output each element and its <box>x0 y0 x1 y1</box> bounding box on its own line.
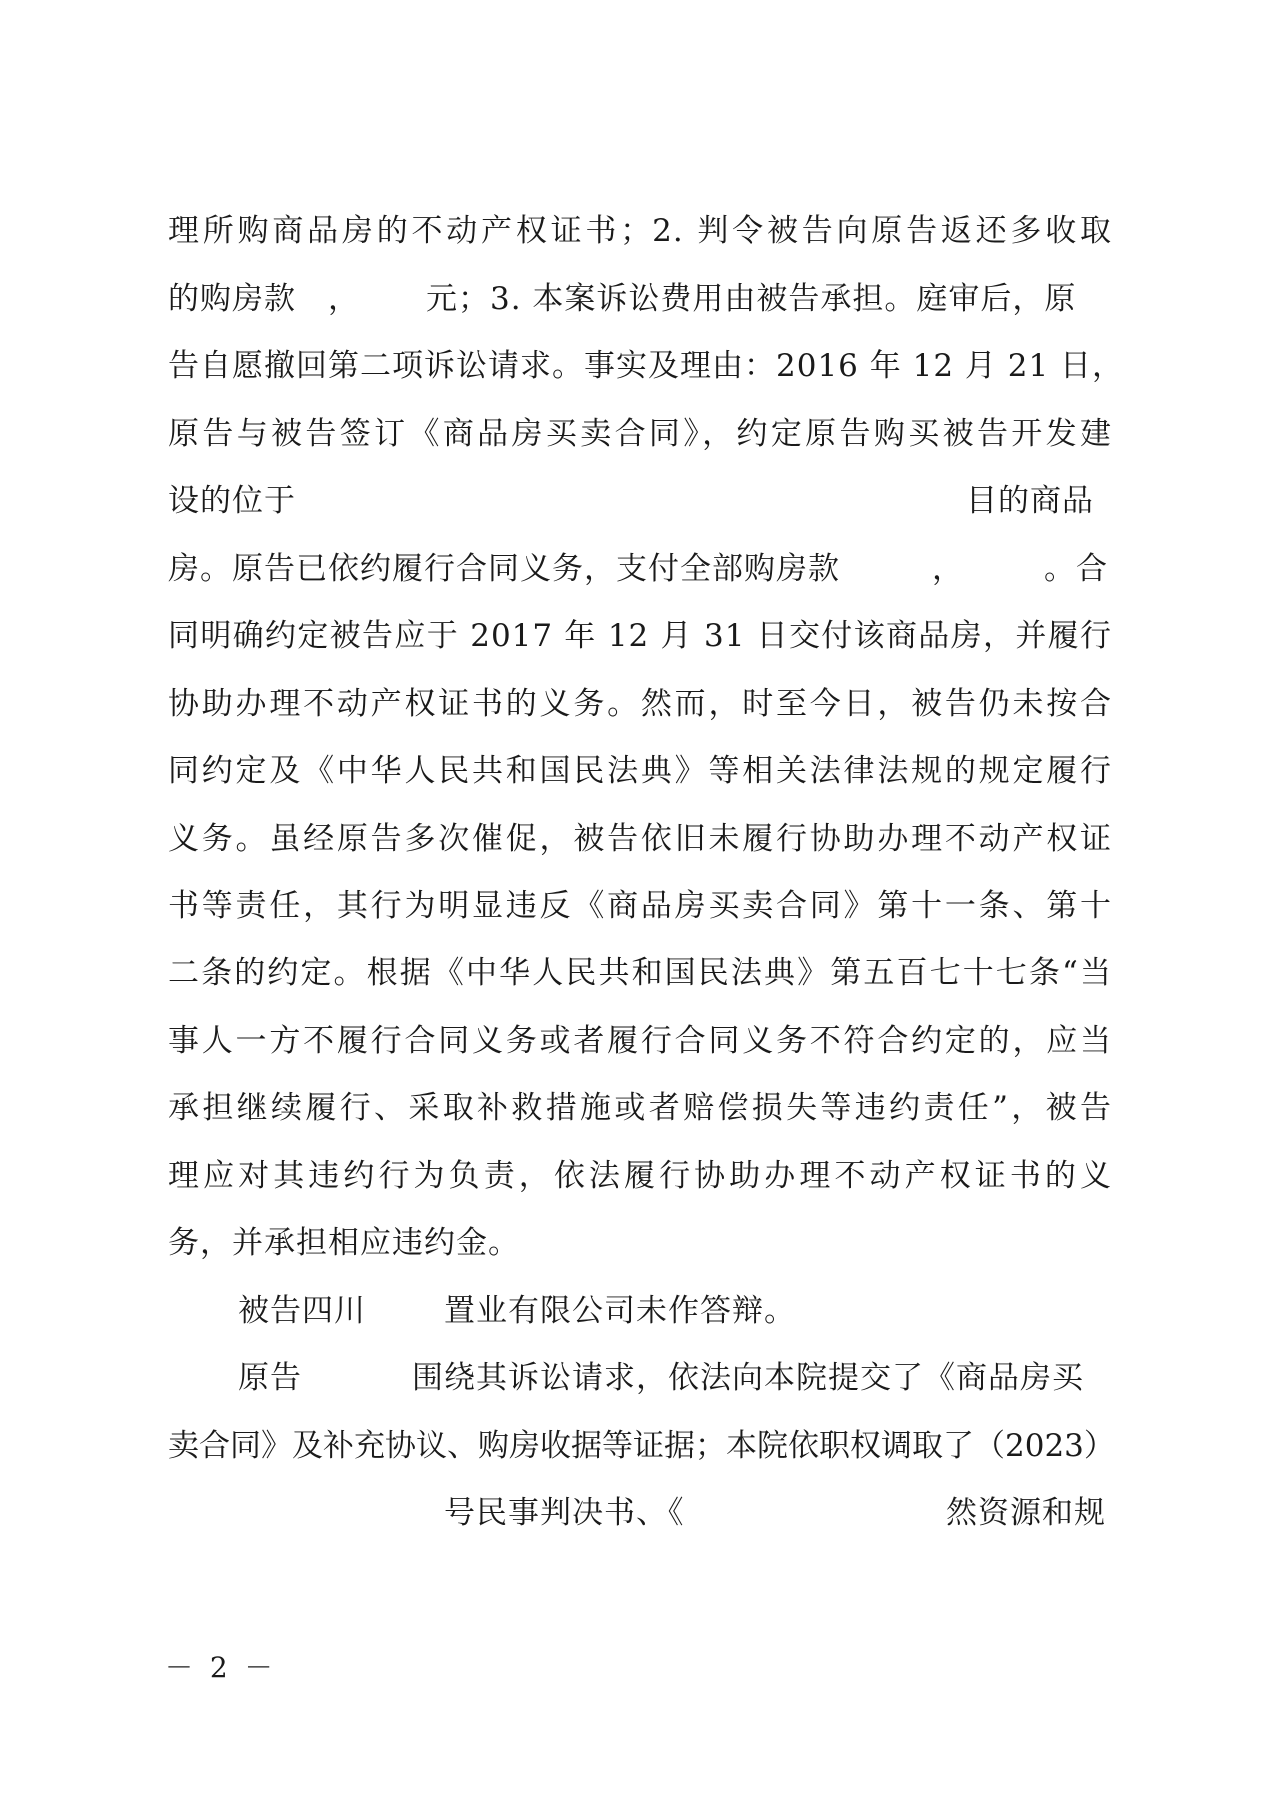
text-line <box>168 346 1125 386</box>
text-segment: 被告四川 <box>238 1293 366 1329</box>
text-segment: 同约定及《中华人民共和国民法典》等相关法律法规的规定履行 <box>168 753 1112 789</box>
text-line <box>168 616 1112 656</box>
text-line <box>168 211 1112 251</box>
text-segment: 然资源和规 <box>946 1495 1106 1531</box>
text-line <box>168 886 1112 926</box>
text-line <box>168 1156 1112 1196</box>
text-line <box>168 1358 1112 1398</box>
text-segment: 理应对其违约行为负责，依法履行协助办理不动产权证书的义 <box>168 1158 1112 1194</box>
text-segment: 事人一方不履行合同义务或者履行合同义务不符合约定的，应当 <box>168 1023 1112 1059</box>
text-segment: 协助办理不动产权证书的义务。然而，时至今日，被告仍未按合 <box>168 686 1112 722</box>
text-segment: 目的商品 <box>966 483 1094 519</box>
text-segment: 书等责任，其行为明显违反《商品房买卖合同》第十一条、第十 <box>168 888 1112 924</box>
text-line <box>168 819 1112 859</box>
text-segment: 设的位于 <box>168 483 296 519</box>
text-line <box>168 684 1112 724</box>
text-segment: 卖合同》及补充协议、购房收据等证据；本院依职权调取了（2023） <box>168 1428 1115 1464</box>
text-segment: ， <box>328 281 360 317</box>
text-segment: 元；3. 本案诉讼费用由被告承担。庭审后，原 <box>426 281 1077 317</box>
text-line <box>168 279 1112 319</box>
text-line <box>168 1493 1112 1533</box>
text-line <box>168 414 1112 454</box>
text-segment: 承担继续履行、采取补救措施或者赔偿损失等违约责任”，被告 <box>168 1090 1112 1126</box>
text-segment: 告自愿撤回第二项诉讼请求。事实及理由：2016 年 12 月 21 日， <box>168 348 1125 384</box>
text-line <box>168 751 1112 791</box>
text-line <box>168 953 1112 993</box>
text-segment: 理所购商品房的不动产权证书；2. 判令被告向原告返还多收取 <box>168 213 1112 249</box>
text-line <box>168 1291 1112 1331</box>
text-line <box>168 1088 1112 1128</box>
text-segment: ， <box>932 551 964 587</box>
text-segment: 二条的约定。根据《中华人民共和国民法典》第五百七十七条“当 <box>168 955 1112 991</box>
text-segment: 原告与被告签订《商品房买卖合同》，约定原告购买被告开发建 <box>168 416 1112 452</box>
text-segment: 义务。虽经原告多次催促，被告依旧未履行协助办理不动产权证 <box>168 821 1112 857</box>
text-line <box>168 1223 1112 1263</box>
text-segment: 号民事判决书、《 <box>444 1495 685 1531</box>
text-segment: 置业有限公司未作答辩。 <box>444 1293 796 1329</box>
text-line <box>168 1426 1115 1466</box>
page-number: － 2 － <box>165 1651 277 1684</box>
text-segment: 房。原告已依约履行合同义务，支付全部购房款 <box>168 551 840 587</box>
text-line <box>168 481 1112 521</box>
text-segment: 务，并承担相应违约金。 <box>168 1225 520 1261</box>
text-line <box>168 1021 1112 1061</box>
text-segment: 同明确约定被告应于 2017 年 12 月 31 日交付该商品房，并履行 <box>168 618 1112 654</box>
text-segment: 原告 <box>238 1360 302 1396</box>
text-segment: 围绕其诉讼请求，依法向本院提交了《商品房买 <box>412 1360 1084 1396</box>
text-segment: 。合 <box>1044 551 1108 587</box>
text-line <box>168 549 1112 589</box>
text-segment: 的购房款 <box>168 281 296 317</box>
